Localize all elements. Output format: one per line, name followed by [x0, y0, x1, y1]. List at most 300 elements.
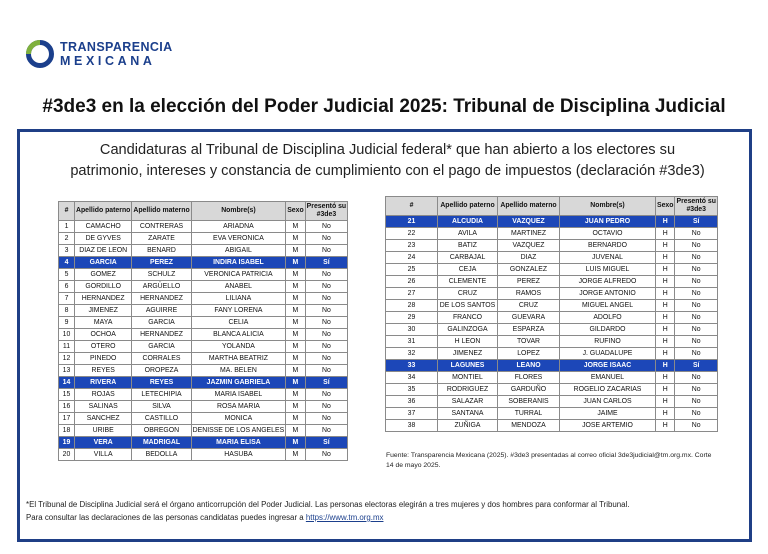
footnote-line-2-text: Para consultar las declaraciones de las personas candidatas puedes ingresar a [26, 513, 306, 522]
header-nombres: Nombre(s) [191, 202, 286, 221]
cell-number: 8 [59, 305, 75, 317]
cell-apellido-materno: GARCIA [132, 317, 191, 329]
cell-presento: No [675, 372, 717, 384]
header-presento-line1: Presentó su [676, 198, 716, 205]
cell-presento: No [675, 348, 717, 360]
cell-presento: No [305, 317, 347, 329]
cell-number: 20 [59, 449, 75, 461]
cell-sexo: H [656, 384, 675, 396]
table-row [59, 401, 348, 413]
cell-presento: No [305, 269, 347, 281]
cell-nombres: ARIADNA [191, 221, 286, 233]
table-row [59, 425, 348, 437]
cell-nombres: ANABEL [191, 281, 286, 293]
header-presento [305, 202, 347, 221]
cell-nombres: BLANCA ALICIA [191, 329, 286, 341]
cell-nombres: FANY LORENA [191, 305, 286, 317]
header-apellido-paterno: Apellido paterno [75, 202, 132, 221]
cell-sexo: H [656, 396, 675, 408]
cell-number: 27 [386, 288, 438, 300]
cell-presento: No [675, 408, 717, 420]
cell-apellido-paterno: VERA [75, 437, 132, 449]
source-line-2: 14 de mayo 2025. [386, 461, 441, 469]
cell-nombres: GILDARDO [560, 324, 656, 336]
table-row [59, 365, 348, 377]
cell-sexo: H [656, 324, 675, 336]
cell-number: 38 [386, 420, 438, 432]
table-row [59, 245, 348, 257]
cell-number: 19 [59, 437, 75, 449]
cell-apellido-materno: VAZQUEZ [498, 216, 560, 228]
cell-apellido-materno: MARTINEZ [498, 228, 560, 240]
cell-nombres: JUAN PEDRO [560, 216, 656, 228]
cell-apellido-paterno: SALAZAR [438, 396, 498, 408]
cell-apellido-paterno: ZUÑIGA [438, 420, 498, 432]
cell-presento: No [305, 413, 347, 425]
cell-apellido-materno: RAMOS [498, 288, 560, 300]
table-row [59, 305, 348, 317]
cell-apellido-materno: OBREGON [132, 425, 191, 437]
cell-number: 26 [386, 276, 438, 288]
table-row [59, 293, 348, 305]
cell-apellido-materno: BENARD [132, 245, 191, 257]
cell-presento: No [305, 353, 347, 365]
cell-nombres: ADOLFO [560, 312, 656, 324]
cell-apellido-paterno: ROJAS [75, 389, 132, 401]
cell-nombres: J. GUADALUPE [560, 348, 656, 360]
cell-nombres: ROGELIO ZACARIAS [560, 384, 656, 396]
cell-sexo: H [656, 288, 675, 300]
table-row [386, 348, 718, 360]
cell-presento: No [675, 324, 717, 336]
table-row [386, 252, 718, 264]
cell-apellido-materno: CRUZ [498, 300, 560, 312]
cell-sexo: H [656, 240, 675, 252]
cell-sexo: M [286, 245, 305, 257]
cell-apellido-paterno: FRANCO [438, 312, 498, 324]
footnote-line-1: *El Tribunal de Disciplina Judicial será el órgano anticorrupción del Poder Judicial. Las personas electoras elegirán a tres mujeres y dos hombres para conformar al Tribunal. [26, 500, 630, 509]
cell-presento: No [675, 336, 717, 348]
table-row [386, 384, 718, 396]
cell-sexo: H [656, 408, 675, 420]
table-row [59, 389, 348, 401]
cell-apellido-paterno: MONTIEL [438, 372, 498, 384]
cell-nombres: INDIRA ISABEL [191, 257, 286, 269]
page-title: #3de3 en la elección del Poder Judicial 2025: Tribunal de Disciplina Judicial [42, 96, 726, 117]
header-presento-line2: #3de3 [686, 206, 706, 213]
cell-presento: No [305, 425, 347, 437]
cell-sexo: M [286, 341, 305, 353]
table-row [59, 257, 348, 269]
cell-number: 25 [386, 264, 438, 276]
cell-number: 5 [59, 269, 75, 281]
cell-apellido-paterno: MAYA [75, 317, 132, 329]
cell-sexo: M [286, 449, 305, 461]
cell-nombres: MA. BELEN [191, 365, 286, 377]
cell-presento: No [675, 228, 717, 240]
brand-name-line2: MEXICANA [60, 54, 156, 68]
cell-sexo: H [656, 360, 675, 372]
cell-apellido-paterno: LAGUNES [438, 360, 498, 372]
cell-presento: No [675, 384, 717, 396]
cell-number: 6 [59, 281, 75, 293]
source-line-1: Fuente: Transparencia Mexicana (2025). #3de3 presentadas al correo oficial 3de3judicial@tm.org.mx. Corte [386, 452, 712, 459]
table-header-row [59, 202, 348, 221]
table-row [59, 221, 348, 233]
cell-apellido-materno: LOPEZ [498, 348, 560, 360]
table-row [386, 300, 718, 312]
cell-apellido-materno: LEANO [498, 360, 560, 372]
cell-number: 37 [386, 408, 438, 420]
table-row [59, 233, 348, 245]
table-row [59, 449, 348, 461]
cell-number: 9 [59, 317, 75, 329]
cell-sexo: M [286, 365, 305, 377]
footnote-line-2 [26, 511, 746, 524]
table-row [386, 276, 718, 288]
cell-number: 36 [386, 396, 438, 408]
footnote [26, 498, 746, 524]
cell-apellido-materno: HERNANDEZ [132, 293, 191, 305]
cell-sexo: M [286, 221, 305, 233]
cell-apellido-materno: SCHULZ [132, 269, 191, 281]
cell-nombres: DENISSE DE LOS ANGELES [191, 425, 286, 437]
cell-presento: No [675, 276, 717, 288]
cell-sexo: M [286, 281, 305, 293]
cell-nombres: MARTHA BEATRIZ [191, 353, 286, 365]
cell-apellido-paterno: HERNANDEZ [75, 293, 132, 305]
table-row [386, 420, 718, 432]
cell-number: 23 [386, 240, 438, 252]
cell-presento: Sí [305, 257, 347, 269]
cell-apellido-materno: DIAZ [498, 252, 560, 264]
cell-presento: Sí [675, 216, 717, 228]
cell-number: 24 [386, 252, 438, 264]
cell-number: 7 [59, 293, 75, 305]
cell-nombres: JORGE ANTONIO [560, 288, 656, 300]
cell-apellido-paterno: JIMENEZ [75, 305, 132, 317]
cell-apellido-materno: MENDOZA [498, 420, 560, 432]
cell-apellido-materno: BEDOLLA [132, 449, 191, 461]
cell-number: 15 [59, 389, 75, 401]
cell-apellido-paterno: REYES [75, 365, 132, 377]
cell-number: 11 [59, 341, 75, 353]
cell-apellido-paterno: OTERO [75, 341, 132, 353]
cell-apellido-paterno: SANTANA [438, 408, 498, 420]
cell-number: 31 [386, 336, 438, 348]
table-row [59, 377, 348, 389]
table-row [386, 288, 718, 300]
cell-number: 17 [59, 413, 75, 425]
cell-sexo: H [656, 264, 675, 276]
cell-nombres: JUAN CARLOS [560, 396, 656, 408]
cell-apellido-materno: GUEVARA [498, 312, 560, 324]
cell-nombres: EVA VERONICA [191, 233, 286, 245]
cell-number: 4 [59, 257, 75, 269]
header-number: # [59, 202, 75, 221]
cell-nombres: MARIA ISABEL [191, 389, 286, 401]
cell-sexo: H [656, 252, 675, 264]
cell-apellido-paterno: SALINAS [75, 401, 132, 413]
cell-apellido-materno: TURRAL [498, 408, 560, 420]
cell-number: 28 [386, 300, 438, 312]
cell-sexo: M [286, 425, 305, 437]
cell-presento: No [305, 281, 347, 293]
cell-nombres: HASUBA [191, 449, 286, 461]
transparencia-logo-icon [24, 38, 56, 70]
cell-sexo: M [286, 353, 305, 365]
cell-apellido-paterno: CRUZ [438, 288, 498, 300]
cell-apellido-materno: GARDUÑO [498, 384, 560, 396]
table-row [386, 360, 718, 372]
cell-nombres: JUVENAL [560, 252, 656, 264]
cell-nombres: JORGE ISAAC [560, 360, 656, 372]
cell-presento: No [305, 221, 347, 233]
cell-presento: No [305, 401, 347, 413]
cell-apellido-materno: PEREZ [132, 257, 191, 269]
cell-sexo: H [656, 300, 675, 312]
cell-presento: No [305, 341, 347, 353]
cell-presento: No [305, 449, 347, 461]
cell-sexo: H [656, 312, 675, 324]
cell-presento: No [675, 396, 717, 408]
cell-apellido-paterno: CAMACHO [75, 221, 132, 233]
cell-number: 12 [59, 353, 75, 365]
cell-apellido-materno: HERNANDEZ [132, 329, 191, 341]
table-row [59, 341, 348, 353]
cell-number: 16 [59, 401, 75, 413]
cell-presento: No [305, 329, 347, 341]
cell-presento: No [675, 252, 717, 264]
header-nombres: Nombre(s) [560, 197, 656, 216]
cell-number: 3 [59, 245, 75, 257]
header-presento-line1: Presentó su [306, 203, 347, 210]
cell-nombres: JAIME [560, 408, 656, 420]
cell-presento: No [305, 305, 347, 317]
table-row [59, 281, 348, 293]
cell-number: 18 [59, 425, 75, 437]
cell-number: 22 [386, 228, 438, 240]
table-row [386, 336, 718, 348]
table-row [386, 228, 718, 240]
cell-apellido-paterno: CLEMENTE [438, 276, 498, 288]
cell-apellido-paterno: GALINZOGA [438, 324, 498, 336]
cell-nombres: YOLANDA [191, 341, 286, 353]
table-row [59, 329, 348, 341]
cell-number: 2 [59, 233, 75, 245]
cell-number: 34 [386, 372, 438, 384]
cell-sexo: M [286, 233, 305, 245]
header-presento [675, 197, 717, 216]
cell-nombres: BERNARDO [560, 240, 656, 252]
cell-presento: No [675, 420, 717, 432]
cell-apellido-paterno: GOMEZ [75, 269, 132, 281]
cell-number: 13 [59, 365, 75, 377]
cell-number: 35 [386, 384, 438, 396]
cell-nombres: OCTAVIO [560, 228, 656, 240]
table-row [59, 437, 348, 449]
cell-presento: Sí [305, 377, 347, 389]
cell-sexo: M [286, 317, 305, 329]
subtitle-line-1: Candidaturas al Tribunal de Disciplina Judicial federal* que han abierto a los electores su [99, 142, 676, 158]
table-row [59, 353, 348, 365]
cell-apellido-materno: LETECHIPIA [132, 389, 191, 401]
subtitle-line-2: patrimonio, intereses y constancia de cumplimiento con el pago de impuestos (declaración #3de3) [70, 163, 705, 179]
table-row [59, 317, 348, 329]
cell-sexo: M [286, 377, 305, 389]
header-apellido-paterno: Apellido paterno [438, 197, 498, 216]
cell-sexo: M [286, 413, 305, 425]
cell-number: 10 [59, 329, 75, 341]
cell-sexo: H [656, 420, 675, 432]
cell-apellido-materno: AGUIRRE [132, 305, 191, 317]
candidates-table-women [58, 201, 348, 461]
cell-presento: No [305, 389, 347, 401]
cell-apellido-materno: PEREZ [498, 276, 560, 288]
tm-website-link[interactable]: https://www.tm.org.mx [305, 513, 384, 522]
header-apellido-materno: Apellido materno [132, 202, 191, 221]
table-row [386, 396, 718, 408]
cell-sexo: M [286, 269, 305, 281]
cell-number: 14 [59, 377, 75, 389]
cell-number: 30 [386, 324, 438, 336]
header-presento-line2: #3de3 [316, 211, 337, 218]
cell-apellido-paterno: DE GYVES [75, 233, 132, 245]
cell-number: 29 [386, 312, 438, 324]
cell-sexo: H [656, 348, 675, 360]
cell-apellido-paterno: RODRIGUEZ [438, 384, 498, 396]
cell-number: 32 [386, 348, 438, 360]
cell-apellido-paterno: ALCUDIA [438, 216, 498, 228]
cell-apellido-paterno: CEJA [438, 264, 498, 276]
table-row [386, 264, 718, 276]
cell-presento: No [675, 240, 717, 252]
cell-nombres: JAZMIN GABRIELA [191, 377, 286, 389]
cell-presento: No [675, 288, 717, 300]
cell-sexo: M [286, 293, 305, 305]
cell-apellido-paterno: RIVERA [75, 377, 132, 389]
cell-apellido-paterno: JIMENEZ [438, 348, 498, 360]
cell-apellido-materno: ARGÜELLO [132, 281, 191, 293]
cell-apellido-paterno: SANCHEZ [75, 413, 132, 425]
cell-nombres: ROSA MARIA [191, 401, 286, 413]
cell-sexo: M [286, 401, 305, 413]
cell-apellido-materno: CORRALES [132, 353, 191, 365]
cell-presento: Sí [305, 437, 347, 449]
cell-apellido-materno: FLORES [498, 372, 560, 384]
header-sexo: Sexo [656, 197, 675, 216]
table-row [386, 408, 718, 420]
cell-apellido-paterno: DE LOS SANTOS [438, 300, 498, 312]
source-note [386, 451, 738, 470]
cell-nombres: JORGE ALFREDO [560, 276, 656, 288]
cell-apellido-paterno: GARCIA [75, 257, 132, 269]
cell-sexo: H [656, 216, 675, 228]
cell-apellido-materno: GONZALEZ [498, 264, 560, 276]
cell-presento: No [305, 293, 347, 305]
cell-nombres: LILIANA [191, 293, 286, 305]
cell-presento: Sí [675, 360, 717, 372]
cell-nombres: RUFINO [560, 336, 656, 348]
table-row [386, 312, 718, 324]
header-number: # [386, 197, 438, 216]
header-apellido-materno: Apellido materno [498, 197, 560, 216]
cell-nombres: JOSE ARTEMIO [560, 420, 656, 432]
cell-apellido-materno: SILVA [132, 401, 191, 413]
cell-apellido-materno: OROPEZA [132, 365, 191, 377]
subtitle [40, 140, 735, 182]
cell-sexo: M [286, 329, 305, 341]
table-row [59, 269, 348, 281]
cell-nombres: CELIA [191, 317, 286, 329]
cell-number: 1 [59, 221, 75, 233]
cell-number: 21 [386, 216, 438, 228]
cell-apellido-paterno: VILLA [75, 449, 132, 461]
cell-apellido-paterno: CARBAJAL [438, 252, 498, 264]
cell-sexo: M [286, 437, 305, 449]
cell-nombres: LUIS MIGUEL [560, 264, 656, 276]
table-row [59, 413, 348, 425]
cell-sexo: M [286, 257, 305, 269]
cell-apellido-paterno: BATIZ [438, 240, 498, 252]
cell-nombres: MIGUEL ANGEL [560, 300, 656, 312]
cell-sexo: M [286, 389, 305, 401]
cell-nombres: VERONICA PATRICIA [191, 269, 286, 281]
cell-sexo: H [656, 276, 675, 288]
candidates-table-men [385, 196, 718, 432]
cell-presento: No [675, 312, 717, 324]
cell-number: 33 [386, 360, 438, 372]
cell-apellido-materno: CONTRERAS [132, 221, 191, 233]
cell-nombres: MARIA ELISA [191, 437, 286, 449]
cell-presento: No [675, 300, 717, 312]
cell-nombres: MONICA [191, 413, 286, 425]
cell-sexo: M [286, 305, 305, 317]
table-header-row [386, 197, 718, 216]
cell-apellido-materno: GARCIA [132, 341, 191, 353]
cell-apellido-paterno: AVILA [438, 228, 498, 240]
cell-apellido-paterno: OCHOA [75, 329, 132, 341]
cell-nombres: ABIGAIL [191, 245, 286, 257]
cell-apellido-paterno: DIAZ DE LEON [75, 245, 132, 257]
cell-apellido-materno: TOVAR [498, 336, 560, 348]
cell-apellido-paterno: GORDILLO [75, 281, 132, 293]
cell-nombres: EMANUEL [560, 372, 656, 384]
cell-apellido-materno: MADRIGAL [132, 437, 191, 449]
header-sexo: Sexo [286, 202, 305, 221]
cell-apellido-materno: CASTILLO [132, 413, 191, 425]
cell-apellido-materno: ZARATE [132, 233, 191, 245]
cell-sexo: H [656, 228, 675, 240]
cell-apellido-materno: SOBERANIS [498, 396, 560, 408]
content-frame [17, 129, 752, 542]
cell-sexo: H [656, 336, 675, 348]
cell-apellido-materno: REYES [132, 377, 191, 389]
cell-apellido-materno: ESPARZA [498, 324, 560, 336]
cell-presento: No [305, 245, 347, 257]
table-row [386, 216, 718, 228]
cell-apellido-paterno: H LEON [438, 336, 498, 348]
table-row [386, 372, 718, 384]
cell-presento: No [675, 264, 717, 276]
cell-apellido-paterno: URIBE [75, 425, 132, 437]
brand-name-line1: TRANSPARENCIA [60, 40, 173, 54]
brand-logo [24, 38, 173, 70]
cell-presento: No [305, 233, 347, 245]
cell-presento: No [305, 365, 347, 377]
cell-sexo: H [656, 372, 675, 384]
table-row [386, 324, 718, 336]
